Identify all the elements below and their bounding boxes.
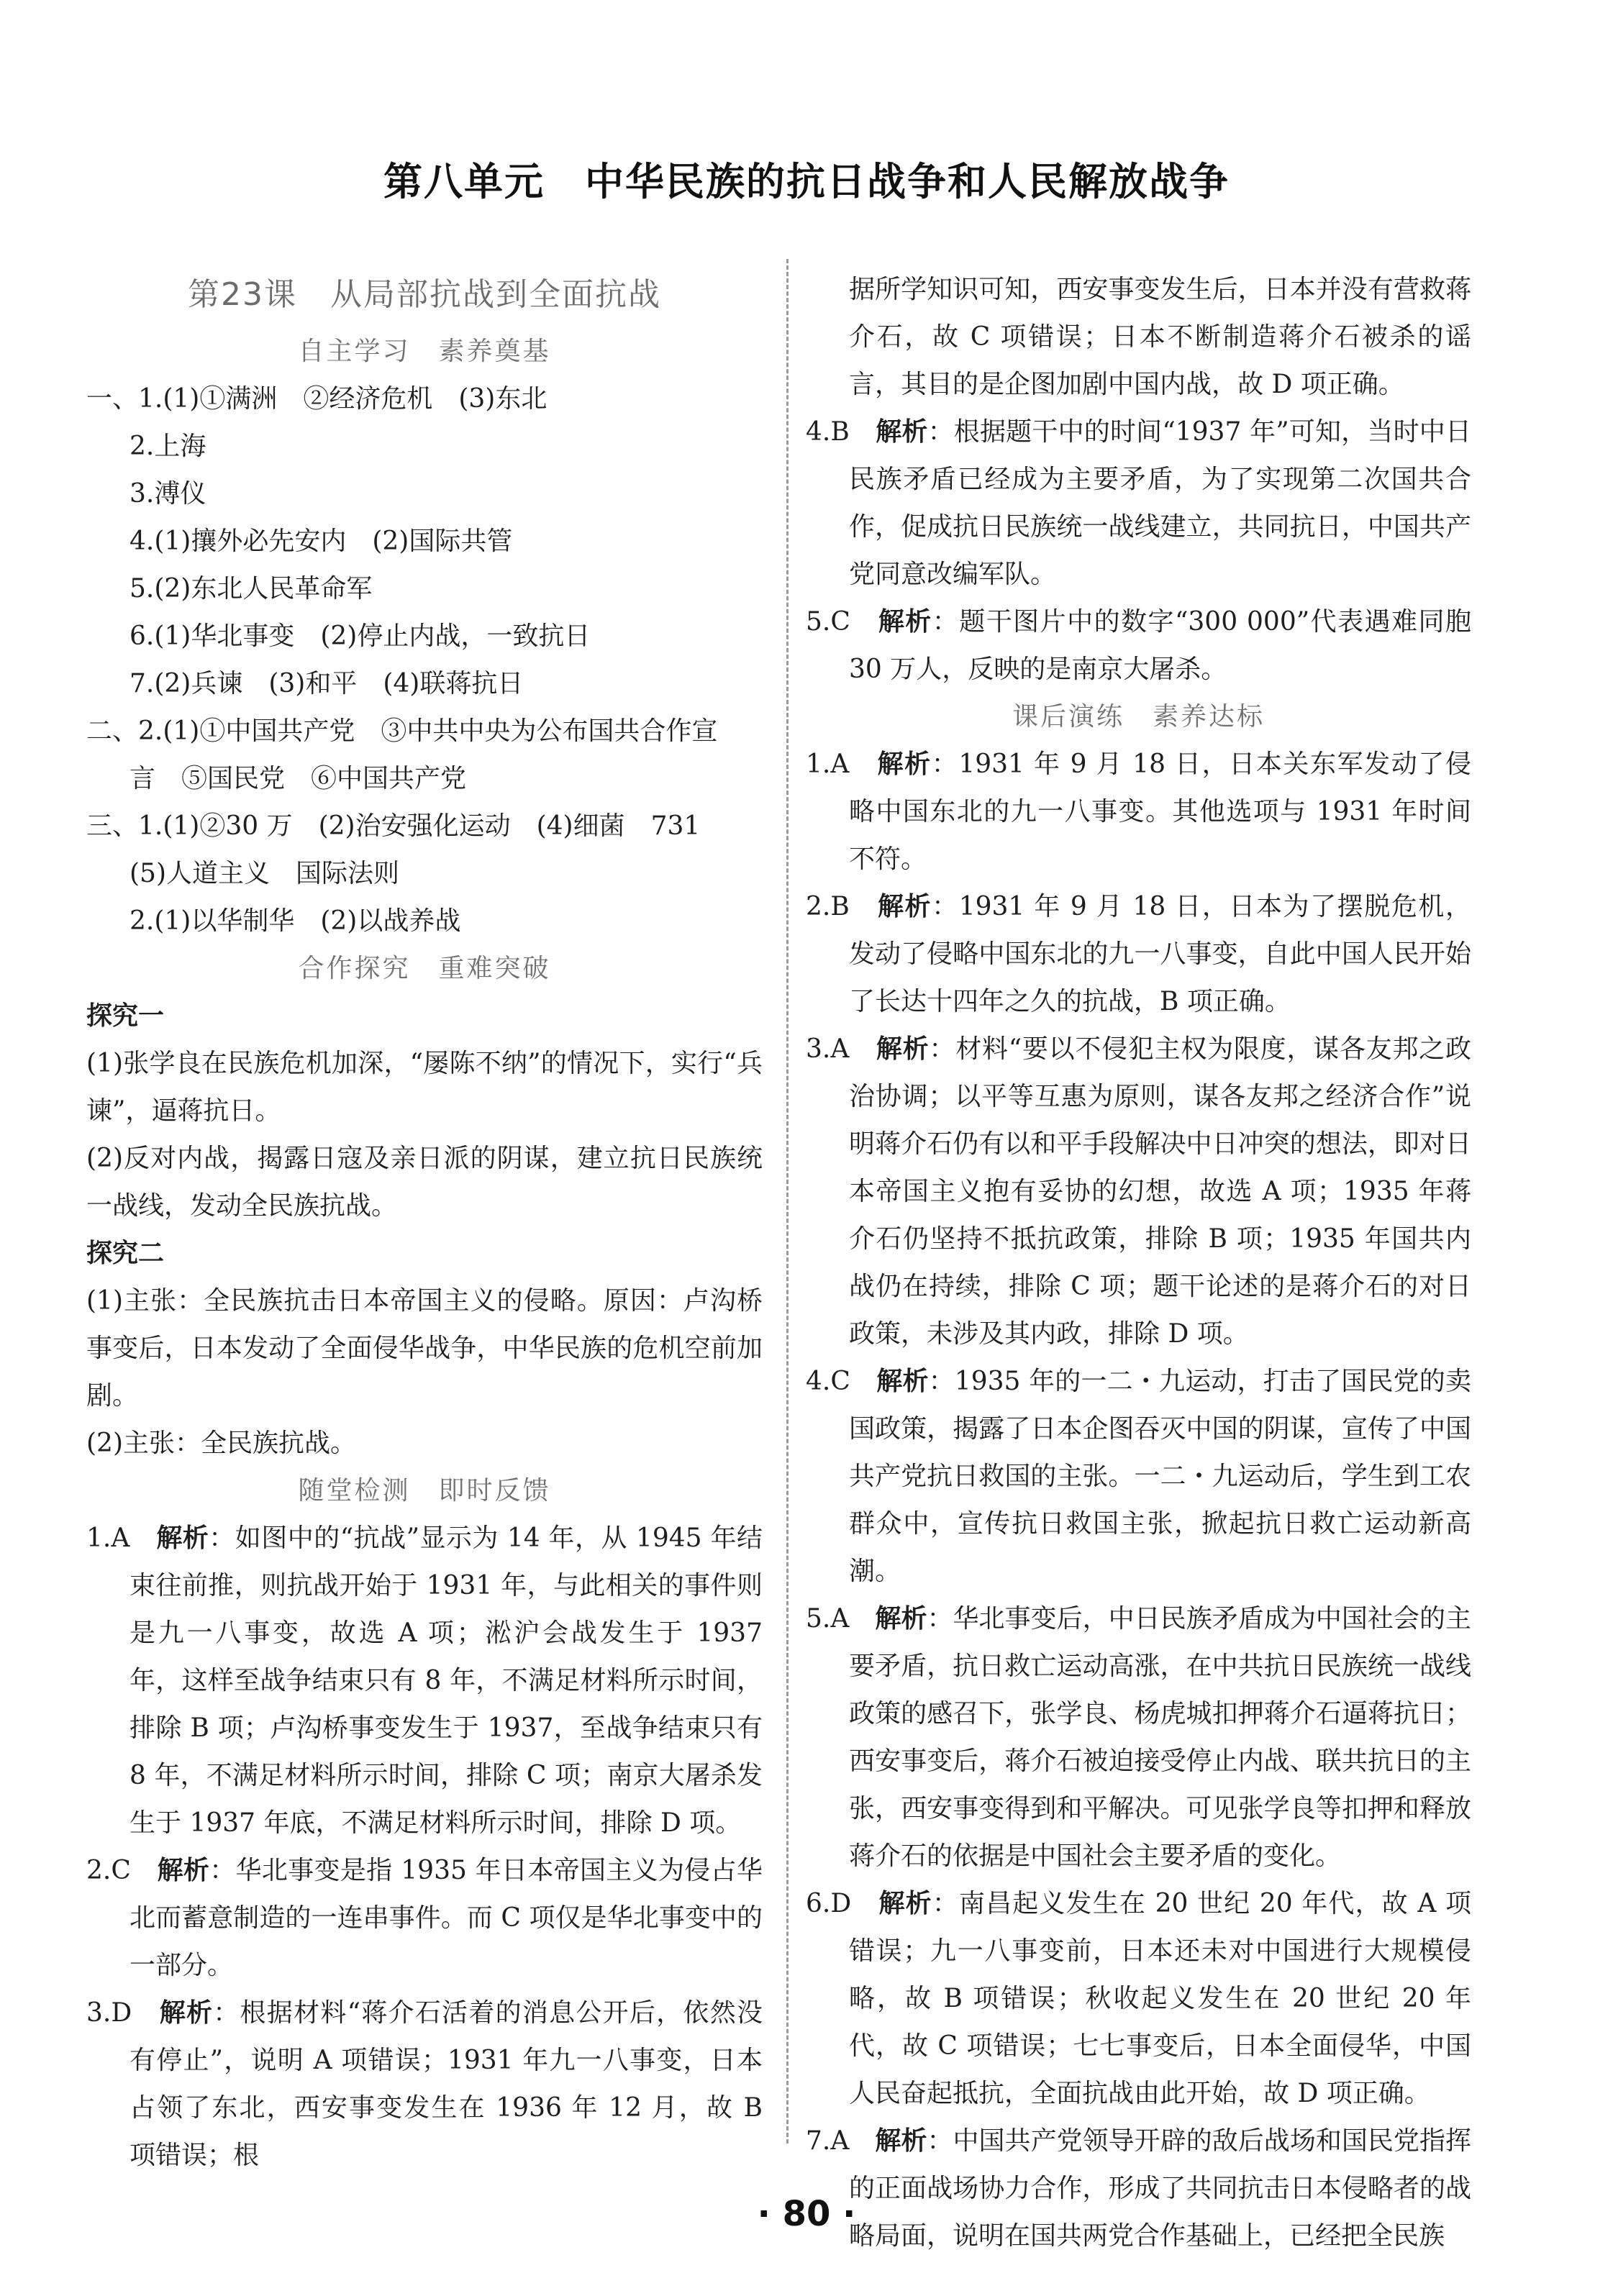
answer-text: 1931 年 9 月 18 日，日本关东军发动了侵略中国东北的九一八事变。其他选项与 1931 年时间不符。 <box>849 750 1471 874</box>
answer-item: 4.B 解析：根据题干中的时间“1937 年”可知，当时中日民族矛盾已经成为主要矛盾，为了实现第二次国共合作，促成抗日民族统一战线建立，共同抗日，中国共产党同意改编军队。 <box>806 417 1471 589</box>
tanjiu-2-answer-2: (2)主张：全民族抗战。 <box>86 1429 356 1458</box>
zizhu-line: 2.上海 <box>130 432 206 461</box>
zizhu-line: 7.(2)兵谏 (3)和平 (4)联蒋抗日 <box>130 669 524 698</box>
jiexi-label: 解析 <box>877 750 932 779</box>
answer-text: 南昌起义发生在 20 世纪 20 年代，故 A 项错误；九一八事变前，日本还未对中国进行大规模侵略，故 B 项错误；秋收起义发生在 20 世纪 20 年代，故 C 项错误；七七事变后，日本全面侵华，中国人民奋起抵抗，全面抗战由此开始，故 D 项正确。 <box>849 1889 1471 2108</box>
tanjiu-1-answer-1: (1)张学良在民族危机加深，“屡陈不纳”的情况下，实行“兵谏”，逼蒋抗日。 <box>86 1049 763 1126</box>
answer-item: 3.A 解析：材料“要以不侵犯主权为限度，谋各友邦之政治协调；以平等互惠为原则，谋各友邦之经济合作”说明蒋介石仍有以和平手段解决中日冲突的想法，即对日本帝国主义抱有妥协的幻想，故选 A 项；1935 年蒋介石仍坚持不抵抗政策，排除 B 项；1935 年国共内战仍在持续，排除 C 项；题干论述的是蒋介石的对日政策，未涉及其内政，排除 D 项。 <box>806 1034 1471 1349</box>
tanjiu-2-head: 探究二 <box>86 1239 165 1268</box>
answer-text: 如图中的“抗战”显示为 14 年，从 1945 年结束往前推，则抗战开始于 1931 年，与此相关的事件则是九一八事变，故选 A 项；淞沪会战发生于 1937 年，这样至战争结束只有 8 年，不满足材料所示时间，排除 B 项；卢沟桥事变发生于 1937，至战争结束只有 8 年，不满足材料所示时间，排除 C 项；南京大屠杀发生于 1937 年底，不满足材料所示时间，排除 D 项。 <box>130 1523 763 1838</box>
answer-number: 7.A <box>806 2126 850 2156</box>
answer-number: 4.C <box>806 1367 850 1396</box>
zizhu-line: 二、2.(1)①中国共产党 ③中共中央为公布国共合作宣 <box>86 716 718 746</box>
jiexi-label: 解析 <box>876 1367 929 1396</box>
jiexi-label: 解析 <box>876 1034 930 1064</box>
answer-text: 中国共产党领导开辟的敌后战场和国民党指挥的正面战场协力合作，形成了共同抗击日本侵略者的战略局面，说明在国共两党合作基础上，已经把全民族 <box>849 2126 1471 2251</box>
answer-number: 3.D <box>86 1998 132 2028</box>
answer-item: 6.D 解析：南昌起义发生在 20 世纪 20 年代，故 A 项错误；九一八事变前，日本还未对中国进行大规模侵略，故 B 项错误；秋收起义发生在 20 世纪 20 年代，故 C 项错误；七七事变后，日本全面侵华，中国人民奋起抵抗，全面抗战由此开始，故 D 项正确。 <box>806 1889 1471 2108</box>
answer-number: 1.A <box>86 1523 130 1553</box>
page-number: · 80 · <box>757 2194 856 2234</box>
answer-number: 5.C <box>806 607 850 637</box>
section-head-kehou: 课后演练 素养达标 <box>1012 702 1265 732</box>
answer-continuation: 据所学知识可知，西安事变发生后，日本并没有营救蒋介石，故 C 项错误；日本不断制造蒋介石被杀的谣言，其目的是企图加剧中国内战，故 D 项正确。 <box>849 275 1471 399</box>
answer-number: 4.B <box>806 417 850 447</box>
answer-item: 5.A 解析：华北事变后，中日民族矛盾成为中国社会的主要矛盾，抗日救亡运动高涨，在中共抗日民族统一战线政策的感召下，张学良、杨虎城扣押蒋介石逼蒋抗日；西安事变后，蒋介石被迫接受停止内战、联共抗日的主张，西安事变得到和平解决。可见张学良等扣押和释放蒋介石的依据是中国社会主要矛盾的变化。 <box>806 1604 1471 1871</box>
answer-item: 4.C 解析：1935 年的一二・九运动，打击了国民党的卖国政策，揭露了日本企图吞灭中国的阴谋，宣传了中国共产党抗日救国的主张。一二・九运动后，学生到工农群众中，宣传抗日救国主张，掀起抗日救亡运动新高潮。 <box>806 1367 1471 1586</box>
zizhu-line: 3.溥仪 <box>130 479 206 509</box>
answer-item: 1.A 解析：如图中的“抗战”显示为 14 年，从 1945 年结束往前推，则抗战开始于 1931 年，与此相关的事件则是九一八事变，故选 A 项；淞沪会战发生于 1937 年，这样至战争结束只有 8 年，不满足材料所示时间，排除 B 项；卢沟桥事变发生于 1937，至战争结束只有 8 年，不满足材料所示时间，排除 C 项；南京大屠杀发生于 1937 年底，不满足材料所示时间，排除 D 项。 <box>86 1523 763 1838</box>
answer-number: 2.B <box>806 892 850 921</box>
jiexi-label: 解析 <box>875 1604 927 1634</box>
answer-item: 2.C 解析：华北事变是指 1935 年日本帝国主义为侵占华北而蓄意制造的一连串事件。而 C 项仅是华北事变中的一部分。 <box>86 1856 763 1980</box>
answer-item: 5.C 解析：题干图片中的数字“300 000”代表遇难同胞 30 万人，反映的是南京大屠杀。 <box>806 607 1471 684</box>
answer-text: 1935 年的一二・九运动，打击了国民党的卖国政策，揭露了日本企图吞灭中国的阴谋，宣传了中国共产党抗日救国的主张。一二・九运动后，学生到工农群众中，宣传抗日救国主张，掀起抗日救亡运动新高潮。 <box>849 1367 1471 1586</box>
answer-item: 3.D 解析：根据材料“蒋介石活着的消息公开后，依然没有停止”，说明 A 项错误；1931 年九一八事变，日本占领了东北，西安事变发生在 1936 年 12 月，故 B 项错误；根 <box>86 1998 763 2170</box>
zizhu-line: (5)人道主义 国际法则 <box>130 859 399 888</box>
answer-text: 华北事变是指 1935 年日本帝国主义为侵占华北而蓄意制造的一连串事件。而 C 项仅是华北事变中的一部分。 <box>130 1856 763 1980</box>
answer-number: 5.A <box>806 1604 850 1634</box>
answer-item: 2.B 解析：1931 年 9 月 18 日，日本为了摆脱危机，发动了侵略中国东北的九一八事变，自此中国人民开始了长达十四年之久的抗战，B 项正确。 <box>806 892 1471 1016</box>
jiexi-label: 解析 <box>157 1856 210 1885</box>
answer-text: 根据题干中的时间“1937 年”可知，当时中日民族矛盾已经成为主要矛盾，为了实现第二次国共合作，促成抗日民族统一战线建立，共同抗日，中国共产党同意改编军队。 <box>849 417 1471 589</box>
section-head-suitang: 随堂检测 即时反馈 <box>298 1476 551 1505</box>
answer-number: 3.A <box>806 1034 850 1064</box>
zizhu-line: 6.(1)华北事变 (2)停止内战，一致抗日 <box>130 621 591 651</box>
section-head-hezuo: 合作探究 重难突破 <box>298 954 551 983</box>
zizhu-line: 4.(1)攘外必先安内 (2)国际共管 <box>130 527 513 556</box>
answer-number: 1.A <box>806 750 850 779</box>
answer-text: 华北事变后，中日民族矛盾成为中国社会的主要矛盾，抗日救亡运动高涨，在中共抗日民族统一战线政策的感召下，张学良、杨虎城扣押蒋介石逼蒋抗日；西安事变后，蒋介石被迫接受停止内战、联共抗日的主张，西安事变得到和平解决。可见张学良等扣押和释放蒋介石的依据是中国社会主要矛盾的变化。 <box>849 1604 1471 1871</box>
answer-number: 2.C <box>86 1856 131 1885</box>
zizhu-line: 言 ⑤国民党 ⑥中国共产党 <box>130 764 467 793</box>
tanjiu-1-head: 探究一 <box>86 1001 165 1031</box>
answer-text: 1931 年 9 月 18 日，日本为了摆脱危机，发动了侵略中国东北的九一八事变，自此中国人民开始了长达十四年之久的抗战，B 项正确。 <box>849 892 1471 1016</box>
column-divider <box>786 259 789 2144</box>
jiexi-label: 解析 <box>878 607 932 637</box>
zizhu-line: 2.(1)以华制华 (2)以战养战 <box>130 906 461 936</box>
lesson-title: 第23课 从局部抗战到全面抗战 <box>188 276 661 313</box>
answer-item: 7.A 解析：中国共产党领导开辟的敌后战场和国民党指挥的正面战场协力合作，形成了共同抗击日本侵略者的战略局面，说明在国共两党合作基础上，已经把全民族 <box>806 2126 1471 2251</box>
answer-number: 6.D <box>806 1889 852 1918</box>
answer-item: 1.A 解析：1931 年 9 月 18 日，日本关东军发动了侵略中国东北的九一八事变。其他选项与 1931 年时间不符。 <box>806 750 1471 874</box>
unit-title: 第八单元 中华民族的抗日战争和人民解放战争 <box>383 159 1230 204</box>
answer-text: 材料“要以不侵犯主权为限度，谋各友邦之政治协调；以平等互惠为原则，谋各友邦之经济合作”说明蒋介石仍有以和平手段解决中日冲突的想法，即对日本帝国主义抱有妥协的幻想，故选 A 项；1935 年蒋介石仍坚持不抵抗政策，排除 B 项；1935 年国共内战仍在持续，排除 C 项；题干论述的是蒋介石的对日政策，未涉及其内政，排除 D 项。 <box>849 1034 1471 1349</box>
zizhu-line: 一、1.(1)①满洲 ②经济危机 (3)东北 <box>86 384 547 414</box>
jiexi-label: 解析 <box>159 1998 214 2028</box>
jiexi-label: 解析 <box>877 892 932 921</box>
answer-text: 题干图片中的数字“300 000”代表遇难同胞 30 万人，反映的是南京大屠杀。 <box>849 607 1471 684</box>
jiexi-label: 解析 <box>156 1523 209 1553</box>
zizhu-line: 5.(2)东北人民革命军 <box>130 574 373 603</box>
section-head-zizhu: 自主学习 素养奠基 <box>298 337 551 366</box>
tanjiu-1-answer-2: (2)反对内战，揭露日寇及亲日派的阴谋，建立抗日民族统一战线，发动全民族抗战。 <box>86 1144 763 1221</box>
zizhu-line: 三、1.(1)②30 万 (2)治安强化运动 (4)细菌 731 <box>86 811 701 841</box>
jiexi-label: 解析 <box>875 2126 927 2156</box>
left-column <box>86 266 763 2170</box>
jiexi-label: 解析 <box>876 417 928 447</box>
tanjiu-2-answer-1: (1)主张：全民族抗击日本帝国主义的侵略。原因：卢沟桥事变后，日本发动了全面侵华战争，中华民族的危机空前加剧。 <box>86 1286 763 1411</box>
jiexi-label: 解析 <box>878 1889 932 1918</box>
answer-text: 根据材料“蒋介石活着的消息公开后，依然没有停止”，说明 A 项错误；1931 年九一八事变，日本占领了东北，西安事变发生在 1936 年 12 月，故 B 项错误；根 <box>130 1998 763 2170</box>
